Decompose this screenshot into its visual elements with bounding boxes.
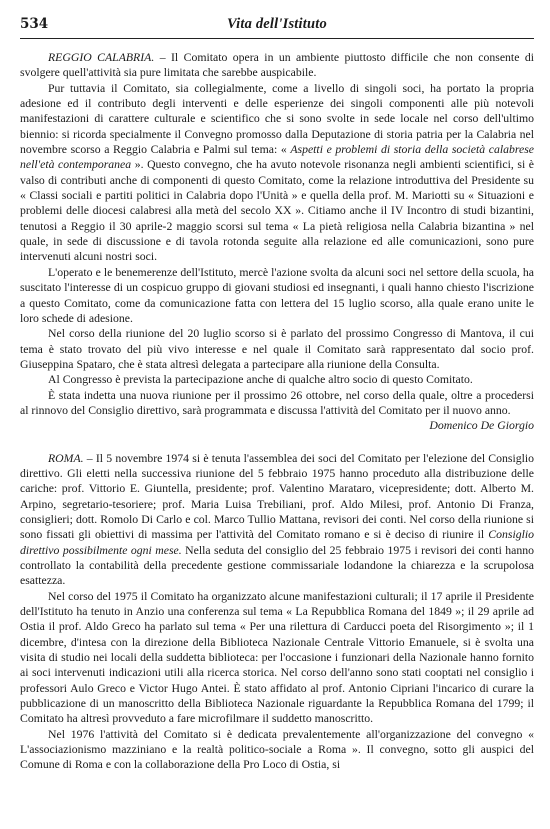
- paragraph-text: – Il 5 novembre 1974 si è tenuta l'assemblea dei soci del Comitato per l'elezione del Consiglio direttivo. Gli eletti nella successiva riunione del 5 febbraio 1975 hanno proceduto alla distribuzione delle cariche: prof. Vittorio E. Giuntella, presidente; prof. Valentino Marataro, vicepresidente; dott. Alberto M. Arpino, segretario-tesoriere; prof. Maria Luisa Trebiliani, prof. Aldo Milesi, prof. Antonio Di Franza, consiglieri; dott. Romolo Di Carlo e col. Marco Tullio Mattana, revisori dei conti. Nel corso della riunione si sono fissati gli obiettivi di massima per l'attività del Comitato romano e si è deciso di riunire il: [20, 451, 534, 542]
- section-reggio-calabria: [20, 50, 534, 434]
- paragraph: [20, 50, 534, 81]
- section-gap: [20, 434, 534, 451]
- paragraph: L'operato e le benemerenze dell'Istituto, mercè l'azione svolta da alcuni soci nel settore della scuola, ha suscitato l'interesse di un cospicuo gruppo di giovani studiosi ed insegnanti, i quali hanno chiesto l'iscrizione a questo Comitato, come da comunicazione fatta con lettera del 15 luglio scorso, alla quale erano unite le loro schede di adesione.: [20, 265, 534, 325]
- italic-phrase: Consiglio direttivo possibilmente ogni mese.: [20, 528, 534, 557]
- paragraph: Nel corso del 1975 il Comitato ha organizzato alcune manifestazioni culturali; il 17 aprile il Presidente dell'Istituto ha tenuto in Anzio una conferenza sul tema « La Repubblica Romana del 1849 »; il 29 aprile ad Ostia il prof. Aldo Greco ha parlato sul tema « Per una rilettura di Carducci poeta del Risorgimento »; il 1 dicembre, d'intesa con la direzione della Biblioteca Nazionale Centrale Vittorio Emanuele, si è svolta una visita di studio nei locali della suddetta biblioteca: per l'occasione i funzionari della Nazionale hanno fornito ai soci intervenuti indicazioni utili alla ricerca storica. Nel corso dell'anno sono stati cooptati nel consiglio i professori Aulo Greco e Victor Hugo Antei. È stato affidato al prof. Antonio Cipriani l'incarico di curare la pubblicazione di un manoscritto della Biblioteca Nazionale riguardante la Repubblica Romana del 1799; il Comitato ha altresì provveduto a fare microfilmare il suddetto manoscritto.: [20, 589, 534, 726]
- paragraph: [20, 81, 534, 265]
- paragraph-text: – Il Comitato opera in un ambiente piuttosto difficile che non consente di svolgere quell'attività sia pure limitata che sarebbe auspicabile.: [20, 51, 534, 80]
- place-heading: ROMA.: [48, 451, 84, 465]
- paragraph: Nel corso della riunione del 20 luglio scorso si è parlato del prossimo Congresso di Mantova, il cui tema è stato trovato del più vivo interesse e nel quale il Comitato sarà rappresentato dal socio prof. Giuseppina Spataro, che è stata altresì delegata a partecipare alla riunione della Consulta.: [20, 327, 534, 371]
- paragraph-text: ». Questo convegno, che ha avuto notevole risonanza negli ambienti scientifici, si è valso di contributi anche di componenti di questo Comitato, come la relazione introduttiva del Presidente su « Classi sociali e partiti politici in Calabria dopo l'Unità » e quella della prof. M. Mariotti su « Situazioni e problemi delle diocesi calabresi alla metà del secolo XX ». Citiamo anche il IV Incontro di studi bizantini, tenutosi a Reggio il 30 aprile-2 maggio scorsi sul tema « La pietà religiosa nella Calabria bizantina » nel quale, in sede di discussione e di tavola rotonda seguite alla relazione ed alle comunicazioni, sono pure intervenuti alcuni nostri soci.: [20, 158, 534, 264]
- section-roma: [20, 451, 534, 773]
- italic-title: Aspetti e problemi di storia della società calabrese nell'età contemporanea: [20, 143, 534, 172]
- author-signature: Domenico De Giorgio: [429, 419, 534, 433]
- paragraph: Nel 1976 l'attività del Comitato si è dedicata prevalentemente all'organizzazione del convegno « L'associazionismo mazziniano e la realtà politico-sociale a Roma ». Il convegno, sotto gli auspici del Comune di Roma e con la collaborazione della Pro Loco di Ostia, si: [20, 727, 534, 772]
- paragraph: Al Congresso è prevista la partecipazione anche di qualche altro socio di questo Comitato.: [48, 373, 473, 387]
- page-number: 534: [20, 16, 49, 32]
- page-header: [20, 14, 534, 36]
- running-title: Vita dell'Istituto: [227, 16, 327, 32]
- header-rule: [20, 38, 534, 39]
- paragraph-text: Nella seduta del consiglio del 25 febbraio 1975 i revisori dei conti hanno controllato la contabilità della precedente gestione commissariale lodandone la chiarezza e la scrupolosa esattezza.: [20, 543, 534, 588]
- paragraph-text: Pur tuttavia il Comitato, sia collegialmente, come a livello di singoli soci, ha portato la propria adesione ed il contributo degli interventi e delle esperienze dei singoli componenti alle più notevoli manifestazioni di carattere culturale e scientifico che si sono svolte in sede locale nel corso dell'ultimo biennio: si ricorda specialmente il Convegno promosso dalla Deputazione di storia patria per la Calabria nel novembre scorso a Reggio Calabria e Palmi sul tema: «: [20, 81, 534, 157]
- page-body: [20, 50, 534, 773]
- paragraph: [20, 451, 534, 589]
- paragraph: È stata indetta una nuova riunione per il prossimo 26 ottobre, nel corso della quale, oltre a procedersi al rinnovo del Consiglio direttivo, sarà programmata e discussa l'attività del Comitato per il nuovo anno.: [20, 388, 534, 417]
- place-heading: REGGIO CALABRIA.: [48, 51, 155, 64]
